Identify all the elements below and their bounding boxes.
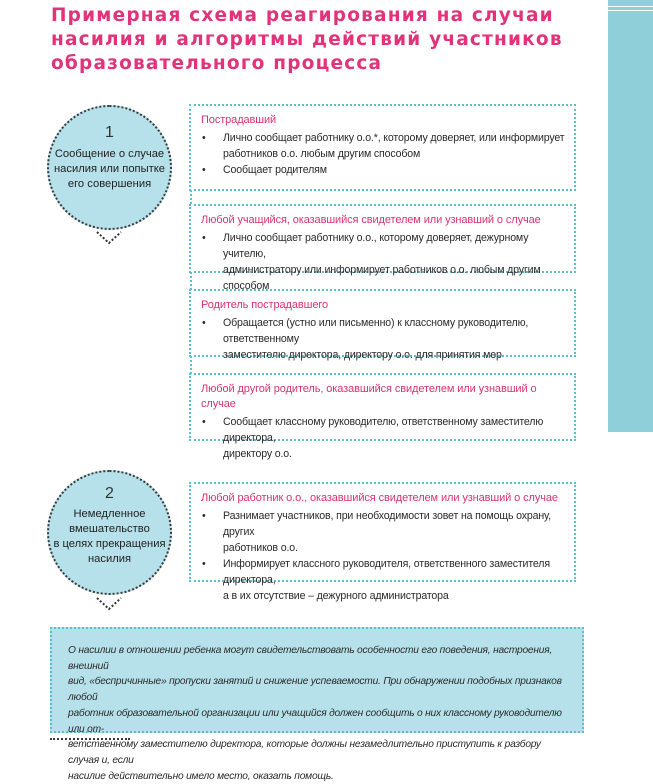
note-line: вид, «беспричинные» пропуски занятий и снижение успеваемости. При обнаружении подобных признаков любой (68, 676, 562, 704)
action-list (201, 130, 566, 178)
title-line-2: насилия и алгоритмы действий участников (51, 29, 563, 50)
action-line: а в их отсутствие – дежурного администратора (223, 590, 449, 602)
action-line: Разнимает участников, при необходимости зовет на помощь охрану, других (223, 510, 551, 538)
note-line: ветственному заместителю директора, которые должны незамедлительно приступить к разбору случая и, если (68, 739, 541, 766)
step-line: Сообщение о случае (54, 148, 165, 160)
action-item (201, 230, 566, 294)
actor-heading: Пострадавший (201, 114, 277, 126)
bullet-icon: • (202, 164, 206, 176)
note-line: О насилии в отношении ребенка могут свидетельствовать особенности его поведения, настроения, внешний (68, 645, 553, 672)
bullet-icon: • (202, 317, 206, 329)
page-title (51, 4, 591, 76)
action-line: Обращается (устно или письменно) к классному руководителю, ответственному (223, 317, 529, 345)
action-list (201, 414, 566, 462)
action-line: Сообщает родителям (223, 164, 327, 176)
action-item (201, 414, 566, 462)
step-line: насилия или попытке (53, 163, 166, 175)
actor-heading: Любой учащийся, оказавшийся свидетелем или узнавший о случае (201, 214, 541, 226)
action-line: Сообщает классному руководителю, ответственному заместителю директора, (223, 416, 544, 444)
action-item (201, 130, 566, 162)
step-number: 2 (105, 485, 114, 502)
side-strip-line (608, 10, 653, 11)
actor-box-student (189, 204, 576, 292)
step-1-pointer-icon (96, 231, 122, 245)
action-line: Информирует классного руководителя, ответственного заместителя директора, (223, 558, 550, 586)
action-line: заместителю директора, директору о.о. для принятия мер (223, 349, 502, 361)
action-line: работников о.о. любым другим способом (223, 148, 421, 160)
action-item (201, 315, 566, 363)
side-color-strip (608, 0, 653, 432)
title-line-1: Примерная схема реагирования на случаи (51, 5, 554, 26)
note-line: насилие действительно имело место, оказать помощь. (68, 770, 334, 782)
action-line: Лично сообщает работнику о.о., которому доверяет, дежурному учителю, (223, 232, 529, 260)
action-line: работников о.о. (223, 542, 298, 554)
actor-box-parent-of-victim (189, 289, 576, 361)
side-strip-line (608, 6, 653, 7)
action-item (201, 162, 566, 178)
actor-box-staff (189, 482, 576, 602)
step-line: в целях прекращения (53, 538, 166, 550)
step-2-circle (47, 470, 172, 595)
step-line: Немедленное (73, 508, 146, 520)
actor-box-other-parent (189, 373, 576, 460)
actor-heading: Родитель пострадавшего (201, 299, 329, 311)
actor-box-victim (189, 104, 576, 191)
step-number: 1 (105, 124, 114, 141)
action-line: администратору или информирует работников о.о. любым другим способом (223, 264, 541, 292)
actor-heading: Любой другой родитель, оказавшийся свидетелем или узнавший о случае (201, 383, 537, 410)
bullet-icon: • (202, 232, 206, 244)
action-line: директору о.о. (223, 448, 292, 460)
step-line: его совершения (67, 178, 152, 190)
note-line: работник образовательной организации или учащийся должен сообщить о них классному руководителю или от- (68, 707, 562, 735)
action-item (201, 556, 566, 604)
bullet-icon: • (202, 510, 206, 522)
bullet-icon: • (202, 416, 206, 428)
action-list (201, 508, 566, 604)
action-list (201, 230, 566, 294)
box-connector (190, 190, 192, 204)
title-line-3: образовательного процесса (51, 53, 383, 74)
actor-heading: Любой работник о.о., оказавшийся свидетелем или узнавший о случае (201, 492, 558, 504)
action-list (201, 315, 566, 363)
step-2-pointer-icon (96, 597, 122, 611)
step-1-circle (47, 105, 172, 230)
action-line: Лично сообщает работнику о.о.*, которому доверяет, или информирует (223, 132, 565, 144)
bottom-divider (50, 738, 130, 740)
step-description (49, 507, 170, 567)
bullet-icon: • (202, 132, 206, 144)
note-box (50, 627, 584, 782)
action-item (201, 508, 566, 556)
box-connector (190, 272, 192, 290)
step-description (49, 147, 170, 192)
step-line: вмешательство (69, 523, 150, 535)
step-line: насилия (87, 553, 132, 565)
bullet-icon: • (202, 558, 206, 570)
box-connector (190, 356, 192, 374)
